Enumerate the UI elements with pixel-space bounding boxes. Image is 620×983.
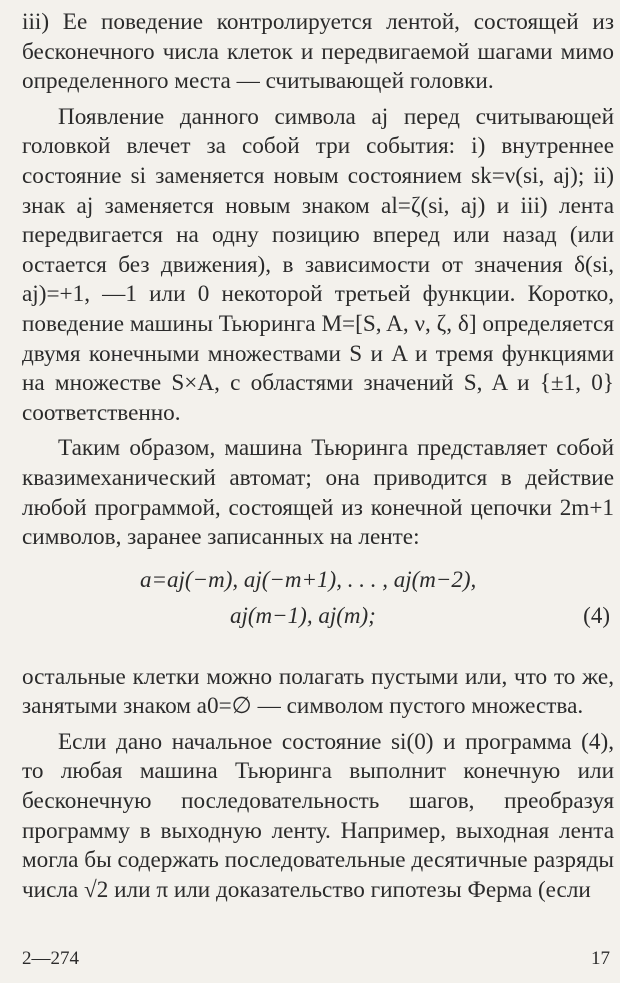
paragraph-5: Если дано начальное состояние si(0) и программа (4), то любая машина Тьюринга выполнит конечную или бесконечную последовательность шагов, преобразуя программу в выходную ленту. Например, выходная лента могла бы содержать последовательные десятичные разряды числа √2 или π или доказательство гипотезы Ферма (если bbox=[22, 728, 614, 903]
paragraph-1: iii) Ее поведение контролируется лентой, состоящей из бесконечного числа клеток и передвигаемой шагами мимо определенного места — считывающей головки. bbox=[22, 9, 614, 95]
page-number: 17 bbox=[591, 948, 610, 969]
paragraph-3: Таким образом, машина Тьюринга представляет собой квазимеханический автомат; она приводится в действие любой программой, состоящей из конечной цепочки 2m+1 символов, заранее записанных на ленте: bbox=[22, 435, 614, 551]
formula-4 bbox=[22, 567, 614, 657]
equation-number: (4) bbox=[583, 602, 610, 628]
signature-mark: 2—274 bbox=[22, 948, 79, 969]
book-page bbox=[22, 8, 614, 978]
paragraph-4: остальные клетки можно полагать пустыми или, что то же, занятыми знаком a0=∅ — символом пустого множества. bbox=[22, 663, 614, 720]
formula-line-1: a=aj(−m), aj(−m+1), . . . , aj(m−2), bbox=[140, 566, 477, 592]
formula-line-2: aj(m−1), aj(m); bbox=[230, 602, 376, 628]
paragraph-2: Появление данного символа aj перед считывающей головкой влечет за собой три события: i) внутреннее состояние si заменяется новым состоянием sk=ν(si, aj); ii) знак aj заменяется новым знаком al=ζ(si, aj) и iii) лента передвигается на одну позицию вперед или назад (или остается без движения), в зависимости от значения δ(si, aj)=+1, —1 или 0 некоторой третьей функции. Коротко, поведение машины Тьюринга M=[S, A, ν, ζ, δ] определяется двумя конечными множествами S и A и тремя функциями на множестве S×A, с областями значений S, A и {±1, 0} соответственно. bbox=[22, 103, 614, 426]
